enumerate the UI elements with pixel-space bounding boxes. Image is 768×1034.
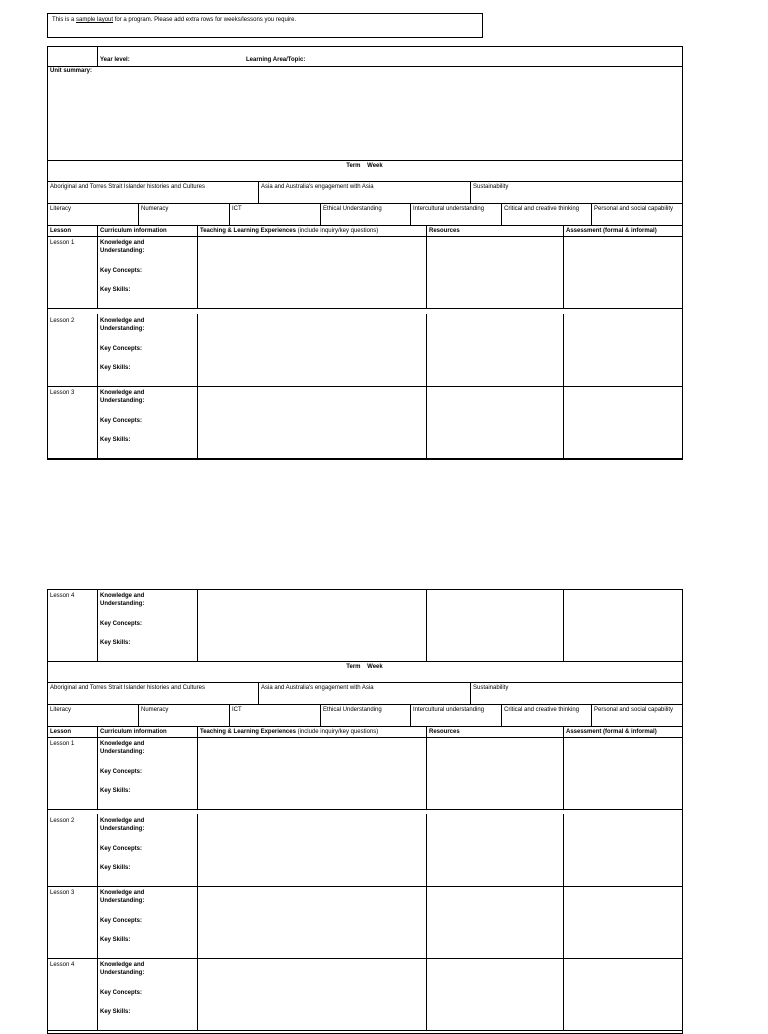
key-concepts-label: Key Concepts: — [100, 268, 143, 274]
capability-personal-and-social-capability: Personal and social capability — [594, 206, 674, 212]
capability-intercultural-understanding: Intercultural understanding — [413, 206, 485, 212]
column-header-resources: Resources — [429, 729, 460, 735]
column-divider — [470, 682, 471, 704]
column-divider — [97, 236, 98, 308]
priority-sustainability: Sustainability — [473, 184, 509, 190]
key-skills-label: Key Skills: — [100, 1009, 131, 1015]
column-divider — [320, 704, 321, 726]
capability-numeracy: Numeracy — [141, 206, 169, 212]
lesson-label: Lesson 4 — [50, 593, 75, 599]
key-concepts-label: Key Concepts: — [100, 418, 143, 424]
column-divider — [258, 181, 259, 203]
column-divider — [97, 314, 98, 386]
column-divider — [563, 236, 564, 308]
table-rule — [47, 203, 682, 204]
column-divider — [426, 886, 427, 958]
notice-suffix: for a program. Please add extra rows for weeks/lessons you require. — [113, 17, 297, 23]
lesson-label: Lesson 4 — [50, 962, 75, 968]
notice-box — [47, 13, 483, 38]
term-week-label: Term Week — [346, 664, 383, 670]
lesson-label: Lesson 3 — [50, 890, 75, 896]
column-divider — [563, 958, 564, 1030]
column-divider — [97, 225, 98, 236]
capability-ict: ICT — [232, 707, 242, 713]
knowledge-understanding-label: Knowledge and Understanding: — [100, 818, 145, 832]
column-divider — [197, 814, 198, 886]
column-divider — [138, 704, 139, 726]
key-skills-label: Key Skills: — [100, 640, 131, 646]
column-divider — [563, 225, 564, 236]
column-header-lesson: Lesson — [50, 228, 72, 234]
column-header-teaching: Teaching & Learning Experiences (include inquiry/key questions) — [200, 228, 379, 234]
capability-numeracy: Numeracy — [141, 707, 169, 713]
table-rule — [47, 160, 682, 161]
year-level-label: Year level: — [100, 57, 130, 63]
term-week-label: Term Week — [346, 163, 383, 169]
column-divider — [426, 589, 427, 661]
column-divider — [501, 203, 502, 225]
column-header-teaching: Teaching & Learning Experiences (include inquiry/key questions) — [200, 729, 379, 735]
column-header-assessment: Assessment (formal & informal) — [566, 228, 657, 234]
knowledge-understanding-label: Knowledge and Understanding: — [100, 593, 145, 607]
column-divider — [563, 737, 564, 809]
table-rule — [47, 661, 682, 662]
notice-text — [52, 16, 296, 24]
priority-asia-and-australia-s-engagement-with-asia: Asia and Australia's engagement with Asia — [261, 184, 374, 190]
priority-asia-and-australia-s-engagement-with-asia: Asia and Australia's engagement with Asia — [261, 685, 374, 691]
table-rule — [47, 726, 682, 727]
column-divider — [320, 203, 321, 225]
key-concepts-label: Key Concepts: — [100, 846, 143, 852]
column-divider — [426, 236, 427, 308]
table-rule — [47, 458, 682, 459]
priority-sustainability: Sustainability — [473, 685, 509, 691]
key-skills-label: Key Skills: — [100, 937, 131, 943]
key-concepts-label: Key Concepts: — [100, 621, 143, 627]
column-divider — [197, 886, 198, 958]
knowledge-understanding-label: Knowledge and Understanding: — [100, 962, 145, 976]
capability-ict: ICT — [232, 206, 242, 212]
key-concepts-label: Key Concepts: — [100, 990, 143, 996]
column-divider — [197, 236, 198, 308]
column-header-curriculum: Curriculum information — [100, 228, 167, 234]
table-rule — [47, 809, 682, 810]
column-divider — [97, 886, 98, 958]
capability-literacy: Literacy — [50, 707, 72, 713]
capability-literacy: Literacy — [50, 206, 72, 212]
lesson-label: Lesson 3 — [50, 390, 75, 396]
table-rule — [47, 682, 682, 683]
column-divider — [97, 814, 98, 886]
lesson-label: Lesson 2 — [50, 318, 75, 324]
column-divider — [410, 203, 411, 225]
column-header-lesson: Lesson — [50, 729, 72, 735]
unit-summary-label: Unit summary: — [50, 68, 93, 74]
notice-prefix: This is a — [52, 17, 77, 23]
key-concepts-label: Key Concepts: — [100, 769, 143, 775]
table-rule — [47, 737, 682, 738]
table-rule — [47, 225, 682, 226]
column-divider — [138, 203, 139, 225]
table-rule — [47, 181, 682, 182]
column-divider — [563, 314, 564, 386]
column-divider — [97, 589, 98, 661]
sample-layout-link[interactable]: sample layout — [76, 17, 114, 23]
knowledge-understanding-label: Knowledge and Understanding: — [100, 741, 145, 755]
key-skills-label: Key Skills: — [100, 788, 131, 794]
column-divider — [563, 589, 564, 661]
teaching-header-bold: Teaching & Learning Experiences — [200, 729, 296, 735]
capability-ethical-understanding: Ethical Understanding — [323, 206, 382, 212]
column-divider — [197, 589, 198, 661]
column-divider — [197, 386, 198, 458]
key-skills-label: Key Skills: — [100, 865, 131, 871]
knowledge-understanding-label: Knowledge and Understanding: — [100, 390, 145, 404]
lesson-label: Lesson 1 — [50, 741, 75, 747]
column-divider — [410, 704, 411, 726]
column-divider — [591, 203, 592, 225]
capability-critical-and-creative-thinking: Critical and creative thinking — [504, 707, 580, 713]
column-divider — [197, 726, 198, 737]
column-divider — [563, 814, 564, 886]
column-divider — [426, 958, 427, 1030]
capability-ethical-understanding: Ethical Understanding — [323, 707, 382, 713]
knowledge-understanding-label: Knowledge and Understanding: — [100, 318, 145, 332]
key-concepts-label: Key Concepts: — [100, 346, 143, 352]
table-rule — [47, 236, 682, 237]
table-rule — [47, 308, 682, 309]
lesson-label: Lesson 1 — [50, 240, 75, 246]
key-concepts-label: Key Concepts: — [100, 918, 143, 924]
column-divider — [563, 726, 564, 737]
column-divider — [229, 203, 230, 225]
column-divider — [97, 737, 98, 809]
column-divider — [197, 958, 198, 1030]
capability-personal-and-social-capability: Personal and social capability — [594, 707, 674, 713]
table-rule — [47, 958, 682, 959]
column-divider — [197, 314, 198, 386]
column-header-curriculum: Curriculum information — [100, 729, 167, 735]
column-header-resources: Resources — [429, 228, 460, 234]
lesson-label: Lesson 2 — [50, 818, 75, 824]
key-skills-label: Key Skills: — [100, 437, 131, 443]
column-divider — [197, 225, 198, 236]
key-skills-label: Key Skills: — [100, 365, 131, 371]
column-divider — [97, 46, 98, 66]
priority-aboriginal-and-torres-strait-islander-histories-and-cultures: Aboriginal and Torres Strait Islander histories and Cultures — [50, 184, 205, 190]
column-divider — [97, 726, 98, 737]
table-rule — [47, 886, 682, 887]
knowledge-understanding-label: Knowledge and Understanding: — [100, 890, 145, 904]
priority-aboriginal-and-torres-strait-islander-histories-and-cultures: Aboriginal and Torres Strait Islander histories and Cultures — [50, 685, 205, 691]
column-divider — [426, 386, 427, 458]
capability-critical-and-creative-thinking: Critical and creative thinking — [504, 206, 580, 212]
column-divider — [426, 737, 427, 809]
column-divider — [470, 181, 471, 203]
table-rule — [47, 66, 682, 67]
column-divider — [229, 704, 230, 726]
table-rule — [47, 704, 682, 705]
column-divider — [426, 726, 427, 737]
column-header-assessment: Assessment (formal & informal) — [566, 729, 657, 735]
key-skills-label: Key Skills: — [100, 287, 131, 293]
column-divider — [426, 314, 427, 386]
table-rule — [47, 386, 682, 387]
table-rule — [47, 1030, 682, 1031]
column-divider — [97, 958, 98, 1030]
teaching-header-bold: Teaching & Learning Experiences — [200, 228, 296, 234]
column-divider — [501, 704, 502, 726]
column-divider — [426, 814, 427, 886]
column-divider — [197, 737, 198, 809]
column-divider — [591, 704, 592, 726]
column-divider — [563, 386, 564, 458]
column-divider — [97, 386, 98, 458]
column-divider — [258, 682, 259, 704]
learning-area-label: Learning Area/Topic: — [246, 57, 306, 63]
column-divider — [426, 225, 427, 236]
knowledge-understanding-label: Knowledge and Understanding: — [100, 240, 145, 254]
column-divider — [563, 886, 564, 958]
capability-intercultural-understanding: Intercultural understanding — [413, 707, 485, 713]
